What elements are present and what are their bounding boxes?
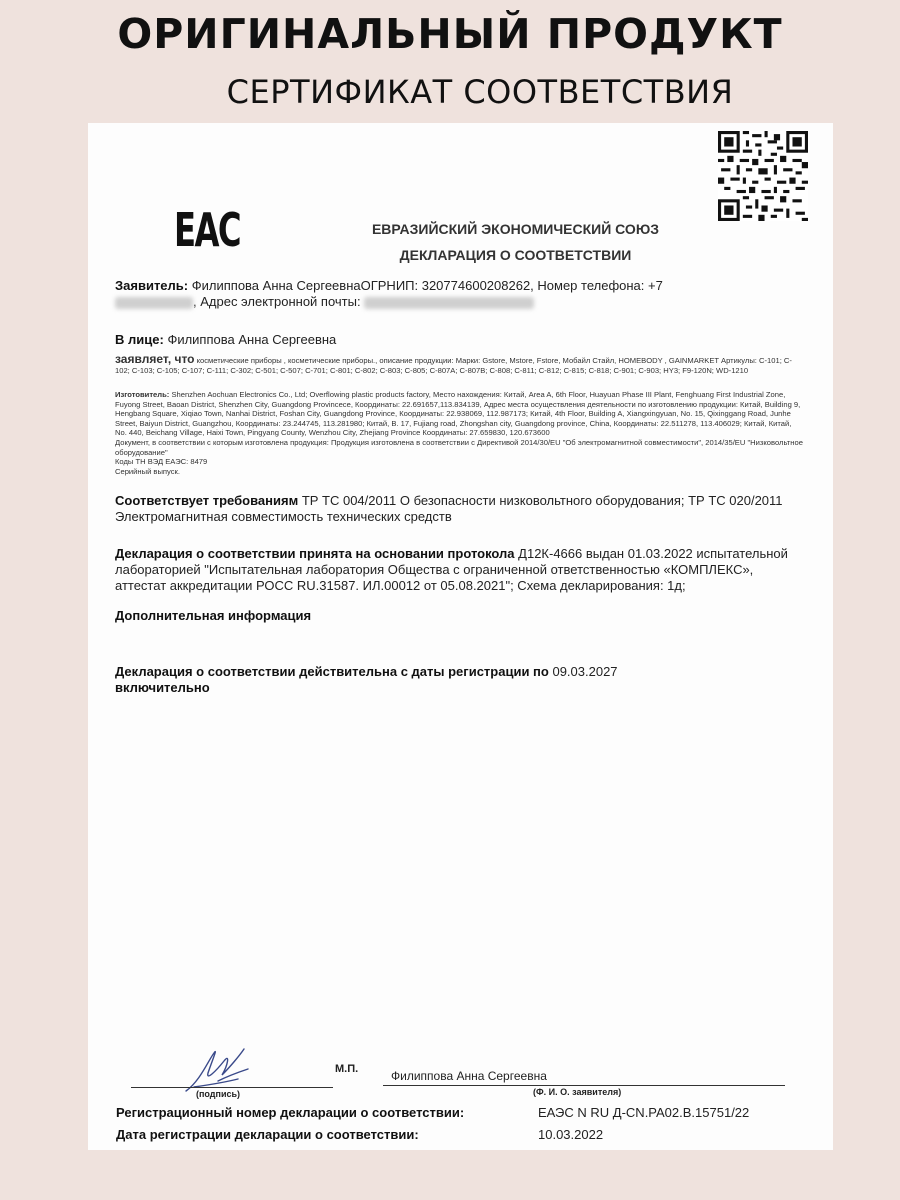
eac-logo: ЕАС bbox=[174, 203, 241, 257]
declares-label: заявляет, что bbox=[115, 352, 195, 366]
manufacturer-label: Изготовитель: bbox=[115, 390, 170, 399]
applicant-block bbox=[115, 278, 795, 310]
protocol-block bbox=[115, 546, 795, 594]
signature-caption: (подпись) bbox=[196, 1089, 241, 1099]
reg-number-label: Регистрационный номер декларации о соответствии: bbox=[116, 1105, 465, 1120]
mp-label: М.П. bbox=[335, 1063, 359, 1075]
additional-label: Дополнительная информация bbox=[115, 608, 312, 623]
additional-info bbox=[115, 608, 795, 624]
declares-text: косметические приборы , косметические приборы., описание продукции: Марки: Gstore, Mstore, Fstore, Мобайл Стайл, HOMEBODY , GAINMARKET Артикулы: C-101; C-102; C-103; C-105; C-107; C-111; C-302; C-501; C-507; C-701; C-801; C-802; C-803; C-805; C-807A; C-807B; C-808; C-811; C-812; C-815; C-818; C-901; C-903; HY3; F9-120N; WD-1210 bbox=[115, 356, 792, 375]
manufacturer-text: Shenzhen Aochuan Electronics Co., Ltd; Overflowing plastic products factory, Место нахождения: Китай, Area A, 6th Floor, Huayuan Phase III Plant, Fenghuang First Industrial Zone, Fuyong Street, Baoan District, Shenzhen City, Guangdong Provinceсе, Координаты: 22.691657,113.834139, Адрес места осуществления деятельности по изготовлению продукции: Китай, Building 9, Hengbang Square, Xiqiao Town, Nanhai District, Foshan City, Guangdong Province, Координаты: 22.938069, 112.987173; Китай, 4th Floor, Building A, Xiangxingyuan, No. 15, Qixinggang Road, Junhe Street, Baiyun District, Guangzhou, Координаты: 23.244745, 113.281980; Китай, B. 17, Fujiang road, Zhongshan city, Guangdong province, China, Координаты: 22.511278, 113.406029; Китай, Китай, No. 440, Beichang Village, Haixi Town, Pingyang County, Wenzhou City, Zhejiang Province Координаты: 27.659830, 120.673600 bbox=[115, 390, 801, 438]
person-block bbox=[115, 332, 795, 348]
page-subtitle: СЕРТИФИКАТ СООТВЕТСТВИЯ bbox=[226, 73, 734, 111]
person-text: Филиппова Анна Сергеевна bbox=[167, 332, 337, 347]
validity-date: 09.03.2027 bbox=[552, 664, 618, 679]
applicant-text: Филиппова Анна СергеевнаОГРНИП: 320774600208262, Номер телефона: +7 bbox=[191, 278, 663, 293]
name-line bbox=[383, 1085, 785, 1086]
fio-caption: (Ф. И. О. заявителя) bbox=[533, 1087, 622, 1097]
redacted-email bbox=[364, 297, 534, 309]
complies-label: Соответствует требованиям bbox=[115, 493, 299, 508]
reg-date-row bbox=[116, 1127, 419, 1142]
validity-label: Декларация о соответствии действительна с даты регистрации по bbox=[115, 664, 549, 679]
person-label: В лице: bbox=[115, 332, 164, 347]
applicant-label: Заявитель: bbox=[115, 278, 189, 293]
complies-block bbox=[115, 493, 795, 525]
declares-block bbox=[115, 352, 805, 375]
signature-line bbox=[131, 1087, 333, 1088]
page-title: ОРИГИНАЛЬНЫЙ ПРОДУКТ bbox=[117, 10, 783, 58]
union-heading: ЕВРАЗИЙСКИЙ ЭКОНОМИЧЕСКИЙ СОЮЗ bbox=[371, 221, 660, 237]
reg-date-label: Дата регистрации декларации о соответствии: bbox=[116, 1127, 419, 1142]
qr-code-icon bbox=[718, 131, 808, 221]
declaration-heading: ДЕКЛАРАЦИЯ О СООТВЕТСТВИИ bbox=[399, 247, 632, 263]
protocol-label: Декларация о соответствии принята на основании протокола bbox=[115, 546, 515, 561]
certificate-document bbox=[88, 123, 833, 1150]
validity-block bbox=[115, 664, 795, 696]
complies-text: ТР ТС 004/2011 О безопасности низковольтного оборудования; ТР ТС 020/2011 Электромагнитная совместимость технических средств bbox=[115, 493, 783, 524]
serial-text: Серийный выпуск. bbox=[115, 466, 180, 476]
reg-number-row bbox=[116, 1105, 464, 1120]
validity-tail: включительно bbox=[115, 680, 210, 695]
document-text: Документ, в соответствии с которым изготовлена продукция: Продукция изготовлена в соответствии с Директивой 2014/30/EU "Об электромагнитной совместимости", 2014/35/EU "Низковольтное оборудование" bbox=[115, 437, 803, 457]
email-label: , Адрес электронной почты: bbox=[193, 294, 361, 309]
reg-number: ЕАЭС N RU Д-CN.PA02.B.15751/22 bbox=[538, 1105, 750, 1120]
reg-date: 10.03.2022 bbox=[538, 1127, 604, 1142]
codes-text: Коды ТН ВЭД ЕАЭС: 8479 bbox=[115, 457, 208, 467]
redacted-phone bbox=[115, 297, 193, 309]
manufacturer-block bbox=[115, 390, 805, 476]
protocol-text: Д12К-4666 выдан 01.03.2022 испытательной лабораторией "Испытательная лаборатория Общества с ограниченной ответственностью «КОМПЛЕКС», аттестат аккредитации РОСС RU.31587. ИЛ.00012 от 05.08.2021"; Схема декларирования: 1д; bbox=[115, 546, 788, 593]
signer-name: Филиппова Анна Сергеевна bbox=[391, 1069, 547, 1083]
